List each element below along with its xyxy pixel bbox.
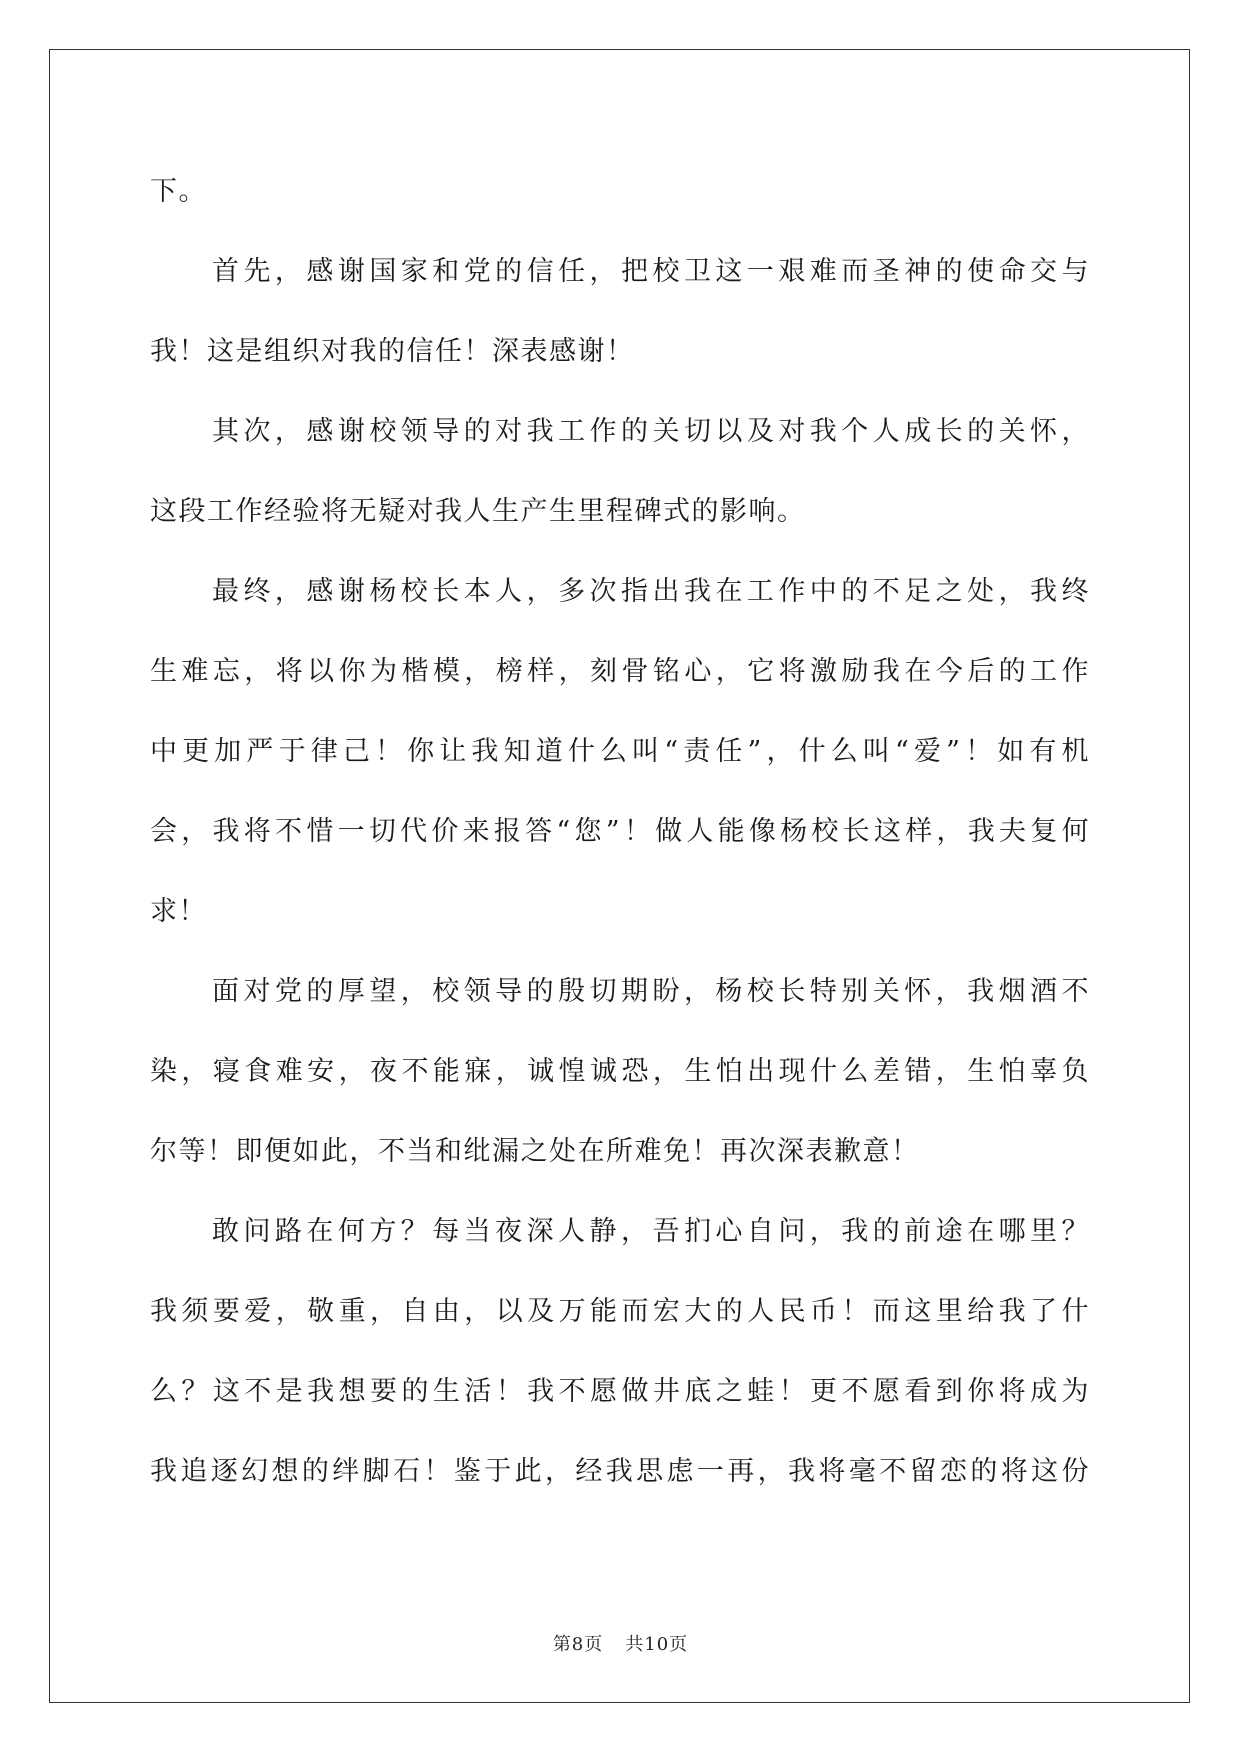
page-number-current: 第8页 xyxy=(552,1634,604,1655)
text-line: 求！ xyxy=(150,896,207,927)
text-line: 尔等！即便如此，不当和纰漏之处在所难免！再次深表歉意！ xyxy=(150,1136,920,1167)
text-line: 我！这是组织对我的信任！深表感谢！ xyxy=(150,336,635,367)
text-line: 其次，感谢校领导的对我工作的关切以及对我个人成长的关怀， xyxy=(212,416,1090,447)
page-footer xyxy=(0,1630,1241,1656)
text-line: 面对党的厚望，校领导的殷切期盼，杨校长特别关怀，我烟酒不 xyxy=(212,976,1090,1007)
text-line: 这段工作经验将无疑对我人生产生里程碑式的影响。 xyxy=(150,496,806,527)
text-line: 我须要爱，敬重，自由，以及万能而宏大的人民币！而这里给我了什 xyxy=(150,1296,1090,1327)
text-line: 会，我将不惜一切代价来报答“您”！做人能像杨校长这样，我夫复何 xyxy=(150,816,1090,847)
text-line: 么？这不是我想要的生活！我不愿做井底之蛙！更不愿看到你将成为 xyxy=(150,1376,1090,1407)
text-line: 染，寝食难安，夜不能寐，诚惶诚恐，生怕出现什么差错，生怕辜负 xyxy=(150,1056,1090,1087)
document-body xyxy=(150,152,1090,1512)
text-line: 中更加严于律己！你让我知道什么叫“责任”，什么叫“爱”！如有机 xyxy=(150,736,1090,767)
text-line: 最终，感谢杨校长本人，多次指出我在工作中的不足之处，我终 xyxy=(212,576,1090,607)
text-line: 我追逐幻想的绊脚石！鉴于此，经我思虑一再，我将毫不留恋的将这份 xyxy=(150,1456,1090,1487)
page-number-total: 共10页 xyxy=(625,1634,689,1655)
text-line: 下。 xyxy=(150,176,207,207)
text-line: 生难忘，将以你为楷模，榜样，刻骨铭心，它将激励我在今后的工作 xyxy=(150,656,1090,687)
text-line: 敢问路在何方？每当夜深人静，吾扪心自问，我的前途在哪里？ xyxy=(212,1216,1090,1247)
text-line: 首先，感谢国家和党的信任，把校卫这一艰难而圣神的使命交与 xyxy=(212,256,1090,287)
